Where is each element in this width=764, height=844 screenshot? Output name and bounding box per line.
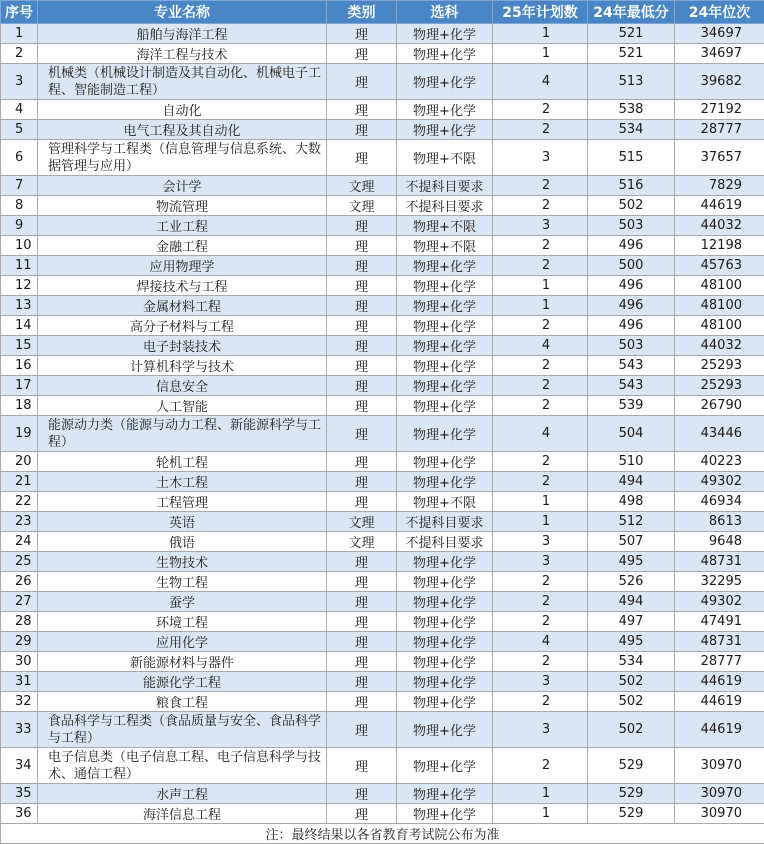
- header-seq: 序号: [1, 1, 38, 24]
- row-rank: 48731: [675, 632, 764, 652]
- table-row: [1, 336, 764, 356]
- row-major-name: 焊接技术与工程: [38, 276, 327, 296]
- row-major-name: 新能源材料与器件: [38, 652, 327, 672]
- table-row: [1, 572, 764, 592]
- row-major-name: 工业工程: [38, 216, 327, 236]
- row-category: 理: [327, 416, 397, 452]
- table-row: [1, 492, 764, 512]
- row-plan: 2: [493, 376, 588, 396]
- row-seq: 12: [1, 276, 38, 296]
- row-subjects: 物理+化学: [397, 356, 493, 376]
- row-subjects: 物理+化学: [397, 652, 493, 672]
- row-major-name: 人工智能: [38, 396, 327, 416]
- row-subjects: 物理+化学: [397, 256, 493, 276]
- header-major-name: 专业名称: [38, 1, 327, 24]
- row-category: 理: [327, 712, 397, 748]
- row-major-name: 俄语: [38, 532, 327, 552]
- table-row: [1, 652, 764, 672]
- row-plan: 2: [493, 100, 588, 120]
- row-rank: 30970: [675, 804, 764, 824]
- row-major-name: 能源化学工程: [38, 672, 327, 692]
- row-plan: 1: [493, 44, 588, 64]
- row-subjects: 物理+化学: [397, 396, 493, 416]
- row-seq: 22: [1, 492, 38, 512]
- row-min-score: 534: [588, 652, 675, 672]
- row-major-name: 计算机科学与技术: [38, 356, 327, 376]
- row-seq: 24: [1, 532, 38, 552]
- row-min-score: 543: [588, 376, 675, 396]
- row-min-score: 504: [588, 416, 675, 452]
- row-rank: 44032: [675, 216, 764, 236]
- row-seq: 27: [1, 592, 38, 612]
- row-category: 理: [327, 804, 397, 824]
- row-rank: 34697: [675, 44, 764, 64]
- table-header-row: [1, 1, 764, 24]
- row-rank: 47491: [675, 612, 764, 632]
- row-min-score: 495: [588, 632, 675, 652]
- row-category: 理: [327, 376, 397, 396]
- row-seq: 16: [1, 356, 38, 376]
- row-min-score: 521: [588, 24, 675, 44]
- row-min-score: 502: [588, 692, 675, 712]
- row-subjects: 物理+化学: [397, 612, 493, 632]
- row-plan: 3: [493, 532, 588, 552]
- row-rank: 46934: [675, 492, 764, 512]
- row-category: 理: [327, 356, 397, 376]
- row-subjects: 物理+化学: [397, 692, 493, 712]
- row-rank: 44032: [675, 336, 764, 356]
- row-major-name: 会计学: [38, 176, 327, 196]
- row-min-score: 513: [588, 64, 675, 100]
- row-seq: 33: [1, 712, 38, 748]
- row-min-score: 515: [588, 140, 675, 176]
- row-plan: 2: [493, 356, 588, 376]
- row-category: 理: [327, 64, 397, 100]
- row-min-score: 500: [588, 256, 675, 276]
- row-plan: 4: [493, 416, 588, 452]
- table-row: [1, 316, 764, 336]
- row-seq: 29: [1, 632, 38, 652]
- row-subjects: 物理+化学: [397, 416, 493, 452]
- table-row: [1, 592, 764, 612]
- row-category: 理: [327, 672, 397, 692]
- row-plan: 2: [493, 472, 588, 492]
- row-rank: 44619: [675, 712, 764, 748]
- row-subjects: 不提科目要求: [397, 532, 493, 552]
- row-category: 理: [327, 276, 397, 296]
- table-row: [1, 416, 764, 452]
- row-plan: 1: [493, 276, 588, 296]
- row-seq: 3: [1, 64, 38, 100]
- row-plan: 2: [493, 612, 588, 632]
- row-min-score: 538: [588, 100, 675, 120]
- row-min-score: 526: [588, 572, 675, 592]
- row-subjects: 物理+化学: [397, 120, 493, 140]
- row-category: 理: [327, 784, 397, 804]
- row-plan: 2: [493, 572, 588, 592]
- row-min-score: 543: [588, 356, 675, 376]
- row-plan: 1: [493, 492, 588, 512]
- row-category: 理: [327, 140, 397, 176]
- row-category: 理: [327, 592, 397, 612]
- footnote: 注：最终结果以各省教育考试院公布为准: [1, 824, 764, 844]
- table-row: [1, 276, 764, 296]
- row-rank: 28777: [675, 652, 764, 672]
- header-subjects: 选科: [397, 1, 493, 24]
- row-rank: 9648: [675, 532, 764, 552]
- row-min-score: 529: [588, 784, 675, 804]
- row-category: 理: [327, 552, 397, 572]
- row-plan: 2: [493, 592, 588, 612]
- row-subjects: 物理+化学: [397, 784, 493, 804]
- row-plan: 2: [493, 196, 588, 216]
- row-subjects: 物理+化学: [397, 472, 493, 492]
- row-min-score: 494: [588, 472, 675, 492]
- row-category: 理: [327, 452, 397, 472]
- table-row: [1, 712, 764, 748]
- table-row: [1, 452, 764, 472]
- row-major-name: 金属材料工程: [38, 296, 327, 316]
- row-rank: 25293: [675, 356, 764, 376]
- table-row: [1, 672, 764, 692]
- row-subjects: 物理+不限: [397, 216, 493, 236]
- row-rank: 12198: [675, 236, 764, 256]
- row-seq: 13: [1, 296, 38, 316]
- table-row: [1, 376, 764, 396]
- row-category: 理: [327, 472, 397, 492]
- row-seq: 6: [1, 140, 38, 176]
- table-row: [1, 532, 764, 552]
- row-plan: 3: [493, 140, 588, 176]
- row-subjects: 物理+化学: [397, 64, 493, 100]
- row-subjects: 不提科目要求: [397, 176, 493, 196]
- row-major-name: 电气工程及其自动化: [38, 120, 327, 140]
- row-major-name: 金融工程: [38, 236, 327, 256]
- row-category: 理: [327, 396, 397, 416]
- row-min-score: 496: [588, 236, 675, 256]
- row-seq: 34: [1, 748, 38, 784]
- row-plan: 2: [493, 396, 588, 416]
- row-category: 理: [327, 652, 397, 672]
- table-row: [1, 216, 764, 236]
- row-major-name: 轮机工程: [38, 452, 327, 472]
- row-major-name: 高分子材料与工程: [38, 316, 327, 336]
- row-rank: 7829: [675, 176, 764, 196]
- row-plan: 3: [493, 552, 588, 572]
- row-major-name: 土木工程: [38, 472, 327, 492]
- row-subjects: 物理+化学: [397, 452, 493, 472]
- row-plan: 4: [493, 632, 588, 652]
- row-subjects: 不提科目要求: [397, 196, 493, 216]
- row-major-name: 环境工程: [38, 612, 327, 632]
- row-seq: 30: [1, 652, 38, 672]
- row-seq: 26: [1, 572, 38, 592]
- header-category: 类别: [327, 1, 397, 24]
- row-seq: 21: [1, 472, 38, 492]
- row-plan: 2: [493, 452, 588, 472]
- table-row: [1, 176, 764, 196]
- row-rank: 34697: [675, 24, 764, 44]
- row-plan: 2: [493, 120, 588, 140]
- row-rank: 43446: [675, 416, 764, 452]
- row-min-score: 539: [588, 396, 675, 416]
- table-row: [1, 748, 764, 784]
- row-category: 理: [327, 692, 397, 712]
- table-row: [1, 196, 764, 216]
- row-plan: 2: [493, 236, 588, 256]
- row-major-name: 信息安全: [38, 376, 327, 396]
- row-plan: 3: [493, 216, 588, 236]
- row-rank: 45763: [675, 256, 764, 276]
- row-rank: 48100: [675, 316, 764, 336]
- row-seq: 1: [1, 24, 38, 44]
- row-rank: 37657: [675, 140, 764, 176]
- table-row: [1, 236, 764, 256]
- table-body: [1, 24, 764, 824]
- row-subjects: 物理+化学: [397, 100, 493, 120]
- table-row: [1, 552, 764, 572]
- row-min-score: 507: [588, 532, 675, 552]
- row-subjects: 物理+化学: [397, 572, 493, 592]
- row-major-name: 电子封装技术: [38, 336, 327, 356]
- row-rank: 25293: [675, 376, 764, 396]
- row-min-score: 512: [588, 512, 675, 532]
- row-subjects: 物理+化学: [397, 804, 493, 824]
- row-subjects: 物理+化学: [397, 712, 493, 748]
- header-rank-2024: 24年位次: [675, 1, 764, 24]
- row-major-name: 自动化: [38, 100, 327, 120]
- row-rank: 49302: [675, 472, 764, 492]
- row-major-name: 应用物理学: [38, 256, 327, 276]
- row-plan: 3: [493, 712, 588, 748]
- row-seq: 36: [1, 804, 38, 824]
- table-row: [1, 692, 764, 712]
- row-seq: 14: [1, 316, 38, 336]
- row-category: 理: [327, 296, 397, 316]
- row-min-score: 498: [588, 492, 675, 512]
- row-seq: 19: [1, 416, 38, 452]
- row-min-score: 503: [588, 216, 675, 236]
- row-plan: 2: [493, 176, 588, 196]
- row-seq: 15: [1, 336, 38, 356]
- row-category: 理: [327, 492, 397, 512]
- row-rank: 28777: [675, 120, 764, 140]
- row-category: 理: [327, 100, 397, 120]
- row-major-name: 船舶与海洋工程: [38, 24, 327, 44]
- table-row: [1, 804, 764, 824]
- row-seq: 32: [1, 692, 38, 712]
- row-rank: 39682: [675, 64, 764, 100]
- row-min-score: 503: [588, 336, 675, 356]
- row-major-name: 粮食工程: [38, 692, 327, 712]
- row-subjects: 物理+不限: [397, 492, 493, 512]
- table-row: [1, 356, 764, 376]
- row-category: 理: [327, 236, 397, 256]
- row-category: 理: [327, 632, 397, 652]
- row-rank: 44619: [675, 196, 764, 216]
- row-subjects: 物理+化学: [397, 44, 493, 64]
- row-min-score: 495: [588, 552, 675, 572]
- row-rank: 30970: [675, 784, 764, 804]
- row-rank: 48100: [675, 276, 764, 296]
- row-seq: 7: [1, 176, 38, 196]
- row-min-score: 521: [588, 44, 675, 64]
- row-rank: 26790: [675, 396, 764, 416]
- row-major-name: 生物工程: [38, 572, 327, 592]
- row-subjects: 物理+化学: [397, 672, 493, 692]
- row-rank: 48100: [675, 296, 764, 316]
- row-rank: 32295: [675, 572, 764, 592]
- row-rank: 44619: [675, 692, 764, 712]
- row-seq: 18: [1, 396, 38, 416]
- row-subjects: 不提科目要求: [397, 512, 493, 532]
- row-min-score: 516: [588, 176, 675, 196]
- row-major-name: 能源动力类（能源与动力工程、新能源科学与工程）: [38, 416, 327, 452]
- table-row: [1, 632, 764, 652]
- row-rank: 40223: [675, 452, 764, 472]
- row-seq: 10: [1, 236, 38, 256]
- row-plan: 2: [493, 256, 588, 276]
- table-row: [1, 512, 764, 532]
- row-min-score: 510: [588, 452, 675, 472]
- row-major-name: 应用化学: [38, 632, 327, 652]
- row-plan: 2: [493, 748, 588, 784]
- row-rank: 27192: [675, 100, 764, 120]
- row-major-name: 管理科学与工程类（信息管理与信息系统、大数据管理与应用）: [38, 140, 327, 176]
- row-subjects: 物理+化学: [397, 316, 493, 336]
- row-category: 理: [327, 256, 397, 276]
- row-min-score: 529: [588, 748, 675, 784]
- row-major-name: 海洋信息工程: [38, 804, 327, 824]
- row-subjects: 物理+化学: [397, 632, 493, 652]
- row-min-score: 494: [588, 592, 675, 612]
- row-seq: 35: [1, 784, 38, 804]
- table-row: [1, 44, 764, 64]
- row-plan: 2: [493, 316, 588, 336]
- table-row: [1, 784, 764, 804]
- row-major-name: 食品科学与工程类（食品质量与安全、食品科学与工程）: [38, 712, 327, 748]
- row-category: 理: [327, 316, 397, 336]
- row-plan: 1: [493, 784, 588, 804]
- header-min-score-2024: 24年最低分: [588, 1, 675, 24]
- row-subjects: 物理+不限: [397, 236, 493, 256]
- row-seq: 25: [1, 552, 38, 572]
- row-plan: 1: [493, 296, 588, 316]
- row-major-name: 生物技术: [38, 552, 327, 572]
- row-subjects: 物理+化学: [397, 376, 493, 396]
- row-seq: 28: [1, 612, 38, 632]
- row-plan: 2: [493, 692, 588, 712]
- row-seq: 11: [1, 256, 38, 276]
- row-rank: 8613: [675, 512, 764, 532]
- table-row: [1, 64, 764, 100]
- row-subjects: 物理+化学: [397, 336, 493, 356]
- row-subjects: 物理+化学: [397, 592, 493, 612]
- row-subjects: 物理+化学: [397, 748, 493, 784]
- row-seq: 17: [1, 376, 38, 396]
- row-seq: 20: [1, 452, 38, 472]
- row-major-name: 机械类（机械设计制造及其自动化、机械电子工程、智能制造工程）: [38, 64, 327, 100]
- row-plan: 3: [493, 672, 588, 692]
- row-min-score: 497: [588, 612, 675, 632]
- row-min-score: 502: [588, 196, 675, 216]
- row-plan: 1: [493, 24, 588, 44]
- table-row: [1, 256, 764, 276]
- row-major-name: 工程管理: [38, 492, 327, 512]
- table-row: [1, 296, 764, 316]
- row-plan: 2: [493, 652, 588, 672]
- row-category: 理: [327, 336, 397, 356]
- row-category: 理: [327, 572, 397, 592]
- row-major-name: 水声工程: [38, 784, 327, 804]
- row-subjects: 物理+化学: [397, 552, 493, 572]
- row-category: 文理: [327, 532, 397, 552]
- table-row: [1, 24, 764, 44]
- header-plan-2025: 25年计划数: [493, 1, 588, 24]
- row-category: 理: [327, 120, 397, 140]
- table-row: [1, 100, 764, 120]
- row-plan: 4: [493, 64, 588, 100]
- row-major-name: 物流管理: [38, 196, 327, 216]
- row-major-name: 电子信息类（电子信息工程、电子信息科学与技术、通信工程）: [38, 748, 327, 784]
- row-subjects: 物理+化学: [397, 24, 493, 44]
- row-seq: 9: [1, 216, 38, 236]
- row-seq: 4: [1, 100, 38, 120]
- row-subjects: 物理+化学: [397, 276, 493, 296]
- row-rank: 48731: [675, 552, 764, 572]
- row-min-score: 502: [588, 712, 675, 748]
- row-plan: 1: [493, 512, 588, 532]
- row-min-score: 496: [588, 276, 675, 296]
- table-row: [1, 140, 764, 176]
- row-min-score: 496: [588, 316, 675, 336]
- row-category: 理: [327, 612, 397, 632]
- row-subjects: 物理+不限: [397, 140, 493, 176]
- row-rank: 49302: [675, 592, 764, 612]
- row-seq: 31: [1, 672, 38, 692]
- footnote-row: [1, 824, 764, 844]
- row-min-score: 496: [588, 296, 675, 316]
- table-row: [1, 120, 764, 140]
- row-major-name: 英语: [38, 512, 327, 532]
- row-major-name: 海洋工程与技术: [38, 44, 327, 64]
- row-category: 理: [327, 216, 397, 236]
- row-category: 文理: [327, 196, 397, 216]
- row-rank: 44619: [675, 672, 764, 692]
- row-min-score: 502: [588, 672, 675, 692]
- table-row: [1, 396, 764, 416]
- row-seq: 8: [1, 196, 38, 216]
- table-row: [1, 612, 764, 632]
- row-category: 理: [327, 24, 397, 44]
- row-category: 文理: [327, 176, 397, 196]
- row-plan: 4: [493, 336, 588, 356]
- row-min-score: 534: [588, 120, 675, 140]
- row-major-name: 蚕学: [38, 592, 327, 612]
- row-category: 文理: [327, 512, 397, 532]
- row-seq: 23: [1, 512, 38, 532]
- row-min-score: 529: [588, 804, 675, 824]
- row-plan: 1: [493, 804, 588, 824]
- row-category: 理: [327, 748, 397, 784]
- row-seq: 5: [1, 120, 38, 140]
- table-row: [1, 472, 764, 492]
- row-rank: 30970: [675, 748, 764, 784]
- row-category: 理: [327, 44, 397, 64]
- row-subjects: 物理+化学: [397, 296, 493, 316]
- row-seq: 2: [1, 44, 38, 64]
